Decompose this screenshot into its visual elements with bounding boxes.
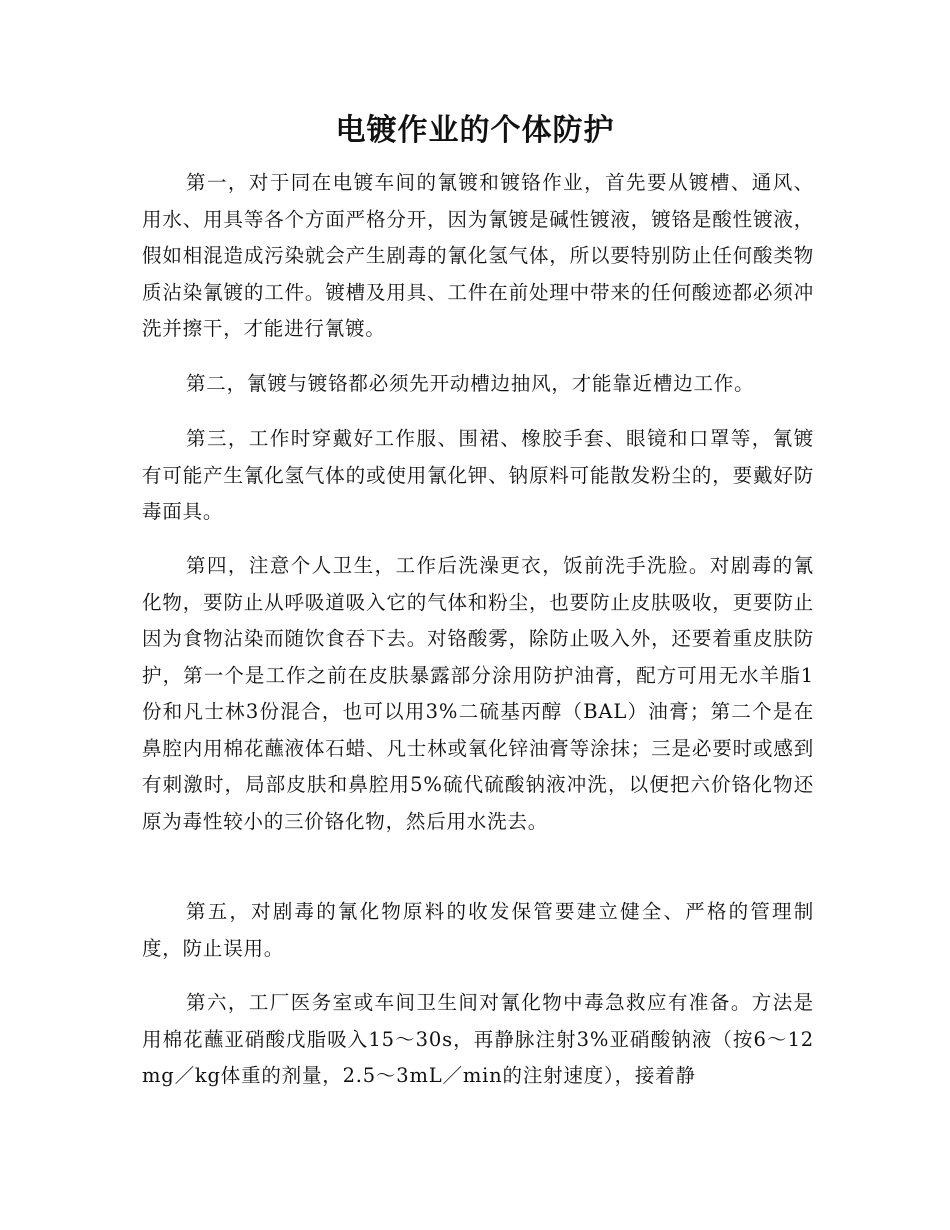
paragraph-6: 第六，工厂医务室或车间卫生间对氰化物中毒急救应有准备。方法是用棉花蘸亚硝酸戊脂吸入15～30s，再静脉注射3%亚硝酸钠液（按6～12mg／kg体重的剂量，2.5～3mL／min的注射速度），接着静 (142, 991, 814, 1087)
paragraph-4: 第四，注意个人卫生，工作后洗澡更衣，饭前洗手洗脸。对剧毒的氰化物，要防止从呼吸道吸入它的气体和粉尘，也要防止皮肤吸收，更要防止因为食物沾染而随饮食吞下去。对铬酸雾，除防止吸入外，还要着重皮肤防护，第一个是工作之前在皮肤暴露部分涂用防护油膏，配方可用无水羊脂1份和凡士林3份混合，也可以用3%二硫基丙醇（BAL）油膏；第二个是在鼻腔内用棉花蘸液体石蜡、凡士林或氧化锌油膏等涂抹；三是必要时或感到有刺激时，局部皮肤和鼻腔用5%硫代硫酸钠液冲洗，以便把六价铬化物还原为毒性较小的三价铬化物，然后用水洗去。 (142, 554, 814, 833)
paragraph-2: 第二，氰镀与镀铬都必须先开动槽边抽风，才能靠近槽边工作。 (186, 372, 755, 395)
paragraph-1: 第一，对于同在电镀车间的氰镀和镀铬作业，首先要从镀槽、通风、用水、用具等各个方面严格分开，因为氰镀是碱性镀液，镀铬是酸性镀液，假如相混造成污染就会产生剧毒的氰化氢气体，所以要特别防止任何酸类物质沾染氰镀的工件。镀槽及用具、工件在前处理中带来的任何酸迹都必须冲洗并擦干，才能进行氰镀。 (142, 171, 814, 340)
paragraph-5: 第五，对剧毒的氰化物原料的收发保管要建立健全、严格的管理制度，防止误用。 (142, 900, 814, 960)
document-title: 电镀作业的个体防护 (335, 113, 615, 148)
paragraph-3: 第三，工作时穿戴好工作服、围裙、橡胶手套、眼镜和口罩等，氰镀有可能产生氰化氢气体的或使用氰化钾、钠原料可能散发粉尘的，要戴好防毒面具。 (142, 427, 814, 523)
